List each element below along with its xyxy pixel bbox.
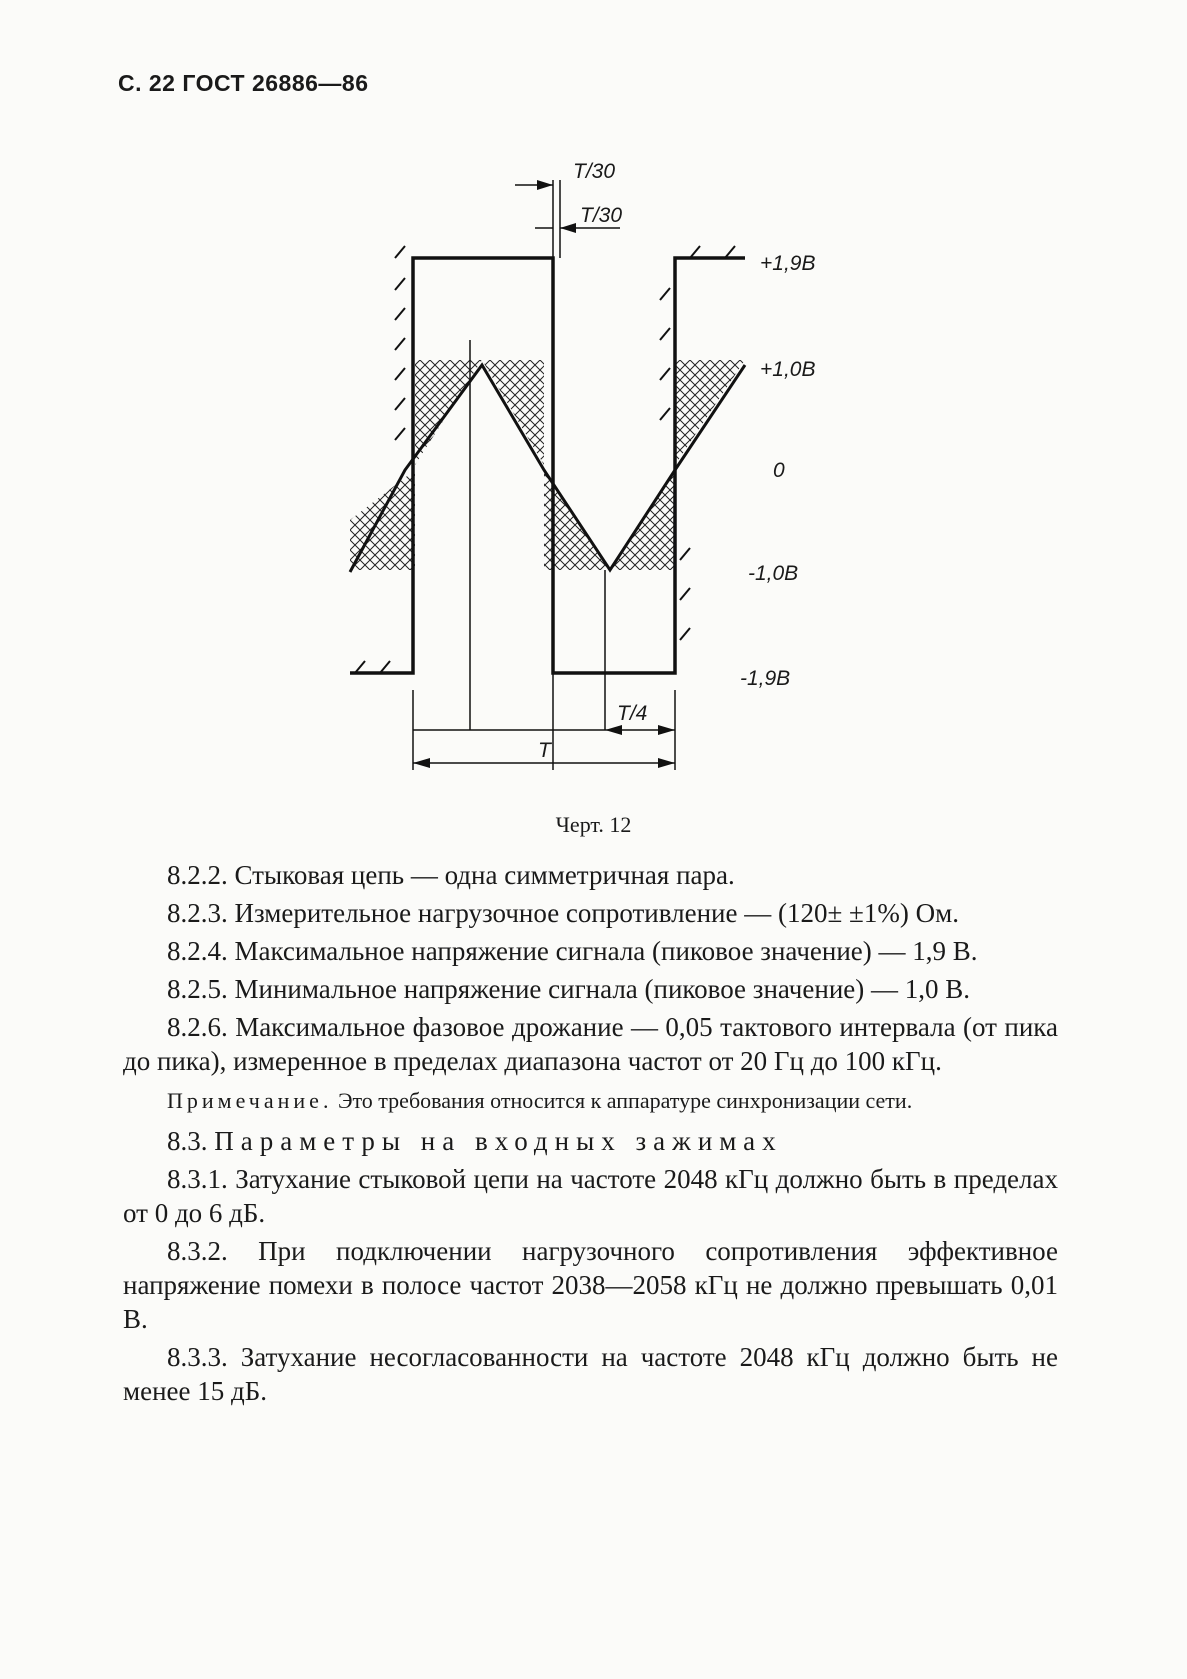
paragraph-8-2-3: 8.2.3. Измерительное нагрузочное сопротивление — (120± ±1%) Ом. bbox=[167, 898, 959, 928]
label-zero: 0 bbox=[773, 459, 785, 482]
pulse-mask-figure bbox=[0, 0, 1187, 800]
label-t4: T/4 bbox=[617, 702, 648, 725]
document-body bbox=[123, 858, 1058, 1412]
label-plus-1-9v: +1,9В bbox=[760, 252, 816, 275]
note-label: Примечание. bbox=[167, 1088, 333, 1113]
paragraph-8-3-3: 8.3.3. Затухание несогласованности на частоте 2048 кГц должно быть не менее 15 дБ. bbox=[123, 1342, 1058, 1406]
figure-caption: Черт. 12 bbox=[555, 812, 632, 837]
label-plus-1-0v: +1,0В bbox=[760, 358, 816, 381]
paragraph-8-2-5: 8.2.5. Минимальное напряжение сигнала (пиковое значение) — 1,0 В. bbox=[167, 974, 970, 1004]
paragraph-8-2-2: 8.2.2. Стыковая цепь — одна симметричная пара. bbox=[167, 860, 735, 890]
paragraph-8-2-6: 8.2.6. Максимальное фазовое дрожание — 0,05 тактового интервала (от пика до пика), измеренное в пределах диапазона частот от 20 Гц до 100 кГц. bbox=[123, 1012, 1058, 1076]
paragraph-8-3-1: 8.3.1. Затухание стыковой цепи на частоте 2048 кГц должно быть в пределах от 0 до 6 дБ. bbox=[123, 1164, 1058, 1228]
note bbox=[123, 1084, 1058, 1118]
page-header: С. 22 ГОСТ 26886—86 bbox=[118, 70, 369, 96]
paragraph-8-2-4: 8.2.4. Максимальное напряжение сигнала (пиковое значение) — 1,9 В. bbox=[167, 936, 978, 966]
paragraph-8-3-2: 8.3.2. При подключении нагрузочного сопротивления эффективное напряжение помехи в полосе частот 2038—2058 кГц не должно превышать 0,01 В. bbox=[123, 1236, 1058, 1334]
label-minus-1-0v: -1,0В bbox=[748, 562, 799, 585]
section-heading-8-3 bbox=[123, 1124, 1058, 1158]
note-text: Это требования относится к аппаратуре синхронизации сети. bbox=[332, 1088, 913, 1113]
section-number: 8.3. bbox=[167, 1126, 215, 1156]
section-title: Параметры на входных зажимах bbox=[214, 1126, 783, 1156]
label-t30-bottom: T/30 bbox=[580, 204, 623, 227]
label-t30-top: T/30 bbox=[573, 160, 616, 183]
label-t: T bbox=[538, 739, 551, 762]
label-minus-1-9v: -1,9В bbox=[740, 667, 791, 690]
